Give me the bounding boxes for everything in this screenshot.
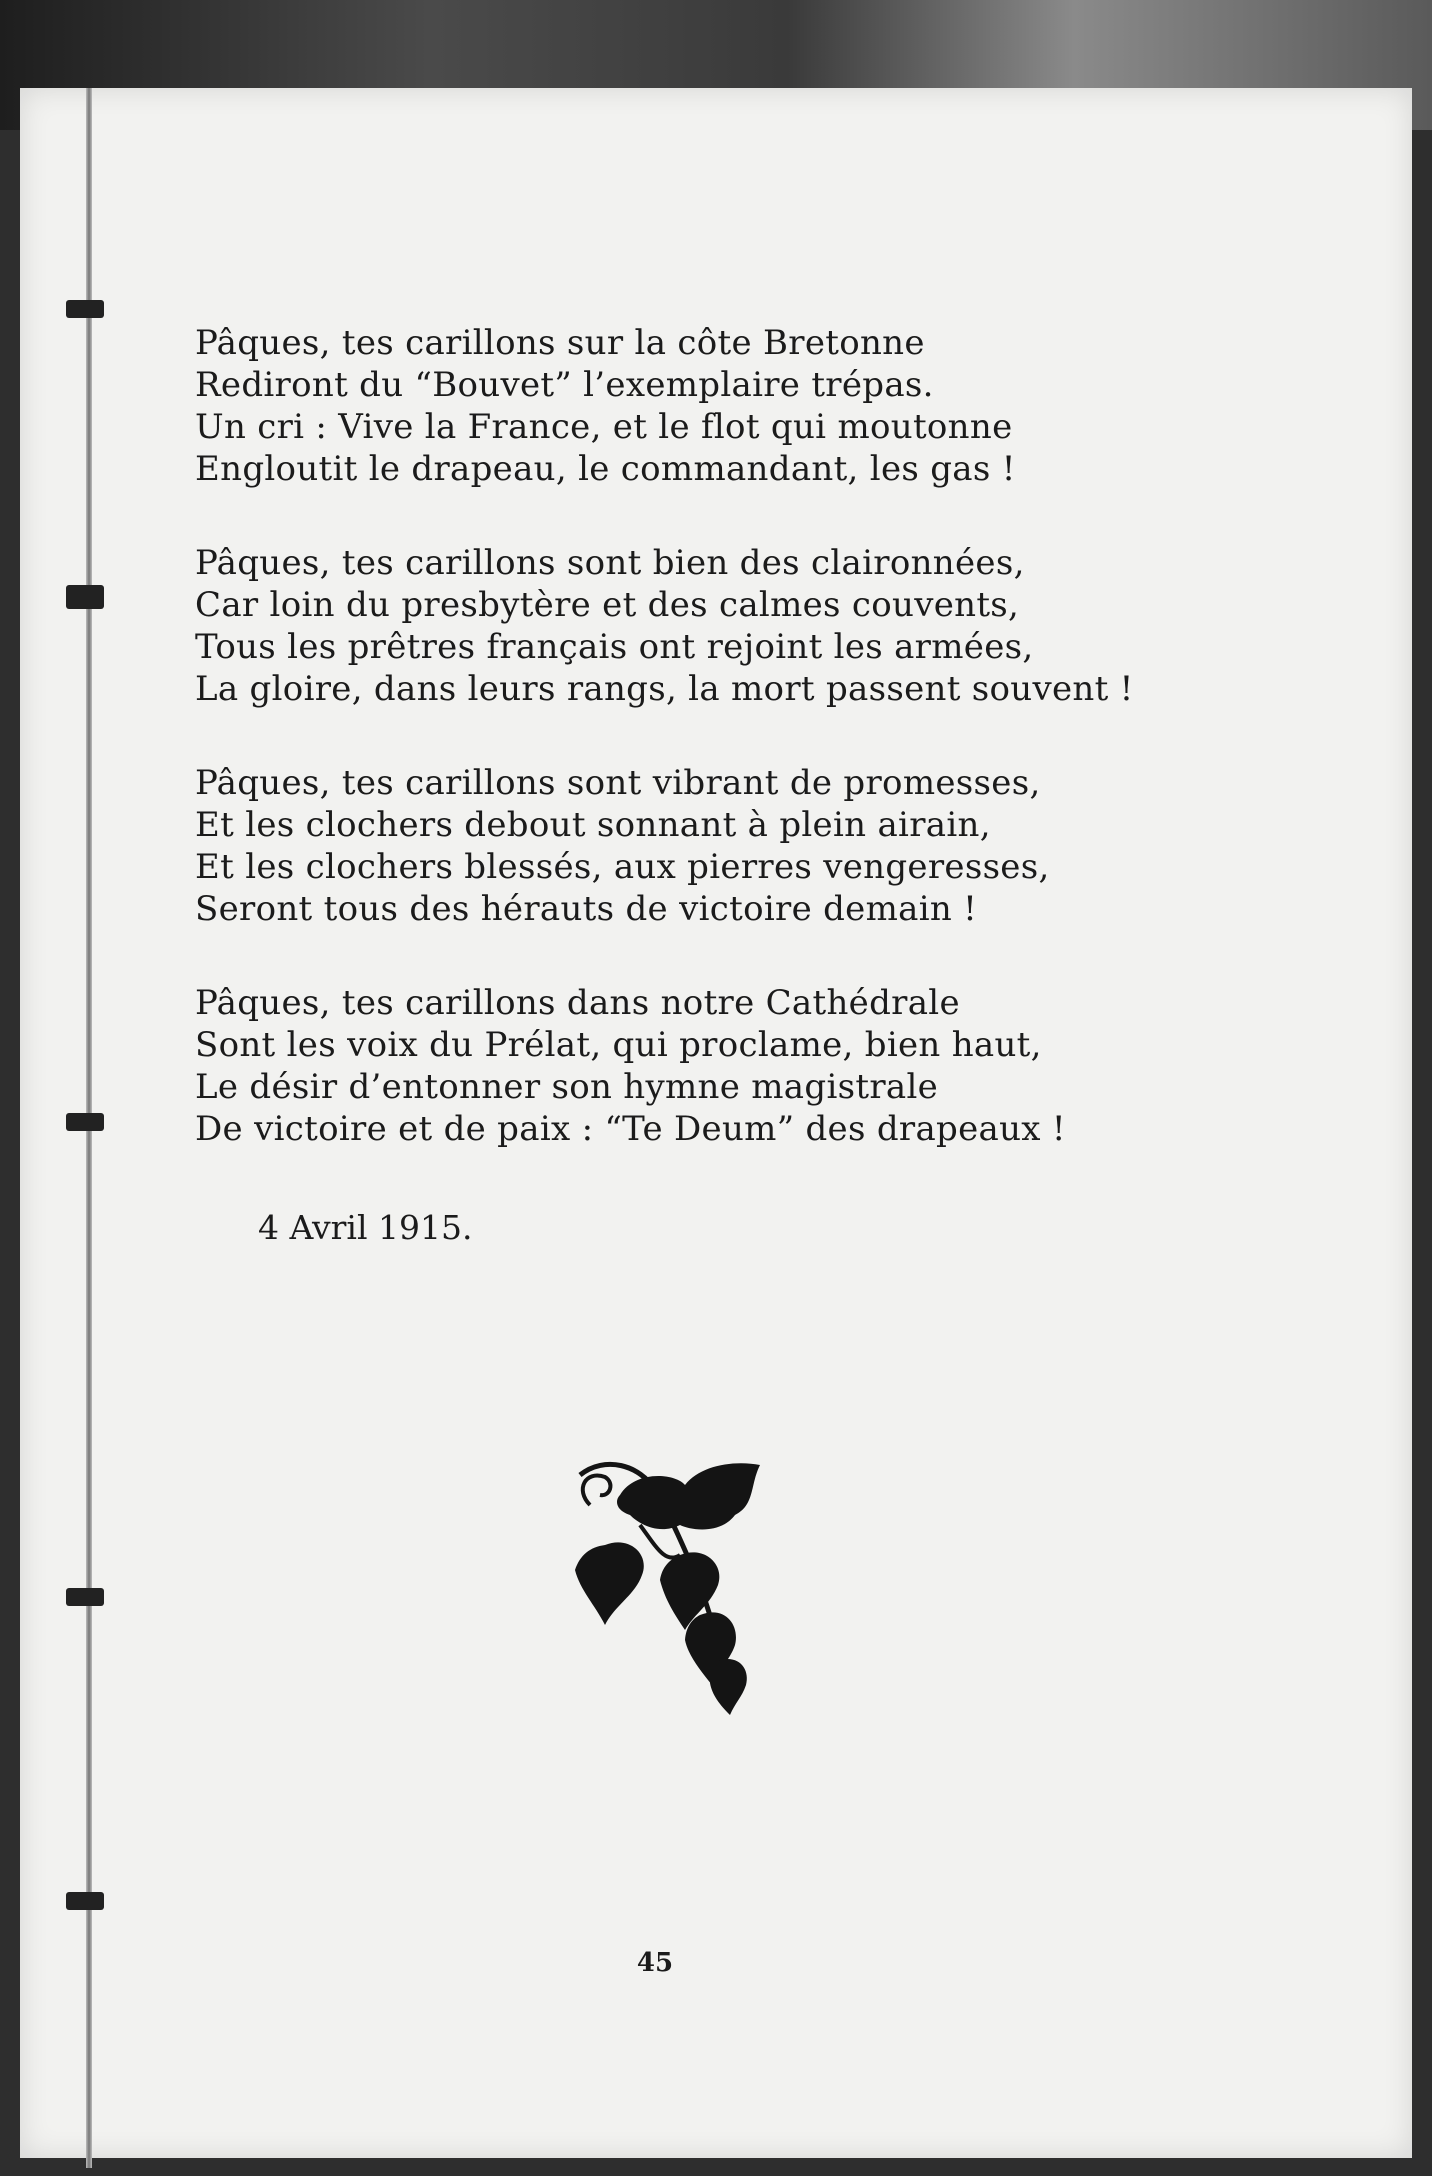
verse-line: Pâques, tes carillons sont bien des claironnées, [195, 543, 1025, 583]
stanza [195, 762, 1195, 930]
verse-line: Car loin du presbytère et des calmes couvents, [195, 585, 1020, 625]
verse-line: Le désir d’entonner son hymne magistrale [195, 1067, 939, 1107]
verse-line: Rediront du “Bouvet” l’exemplaire trépas. [195, 365, 934, 405]
verse-line: Pâques, tes carillons dans notre Cathédrale [195, 983, 960, 1023]
binding-stitch [66, 1892, 104, 1910]
page-number: 45 [636, 1948, 674, 1978]
binding-stitch [66, 1588, 104, 1606]
verse-line: Engloutit le drapeau, le commandant, les gas ! [195, 449, 1016, 489]
poem-date: 4 Avril 1915. [258, 1208, 473, 1247]
poem [195, 322, 1195, 1202]
verse-line: Sont les voix du Prélat, qui proclame, bien haut, [195, 1025, 1042, 1065]
binding-stitch [66, 585, 104, 609]
verse-line: Tous les prêtres français ont rejoint les armées, [195, 627, 1034, 667]
verse-line: De victoire et de paix : “Te Deum” des drapeaux ! [195, 1109, 1066, 1149]
stanza [195, 322, 1195, 490]
verse-line: La gloire, dans leurs rangs, la mort passent souvent ! [195, 669, 1134, 709]
leaf-ornament-icon [560, 1455, 770, 1715]
binding-stitch [66, 300, 104, 318]
stanza [195, 542, 1195, 710]
verse-line: Pâques, tes carillons sont vibrant de promesses, [195, 763, 1041, 803]
verse-line: Et les clochers blessés, aux pierres vengeresses, [195, 847, 1050, 887]
binding-stitch [66, 1113, 104, 1131]
verse-line: Un cri : Vive la France, et le flot qui moutonne [195, 407, 1013, 447]
stanza [195, 982, 1195, 1150]
verse-line: Et les clochers debout sonnant à plein airain, [195, 805, 991, 845]
verse-line: Pâques, tes carillons sur la côte Bretonne [195, 323, 925, 363]
verse-line: Seront tous des hérauts de victoire demain ! [195, 889, 978, 929]
